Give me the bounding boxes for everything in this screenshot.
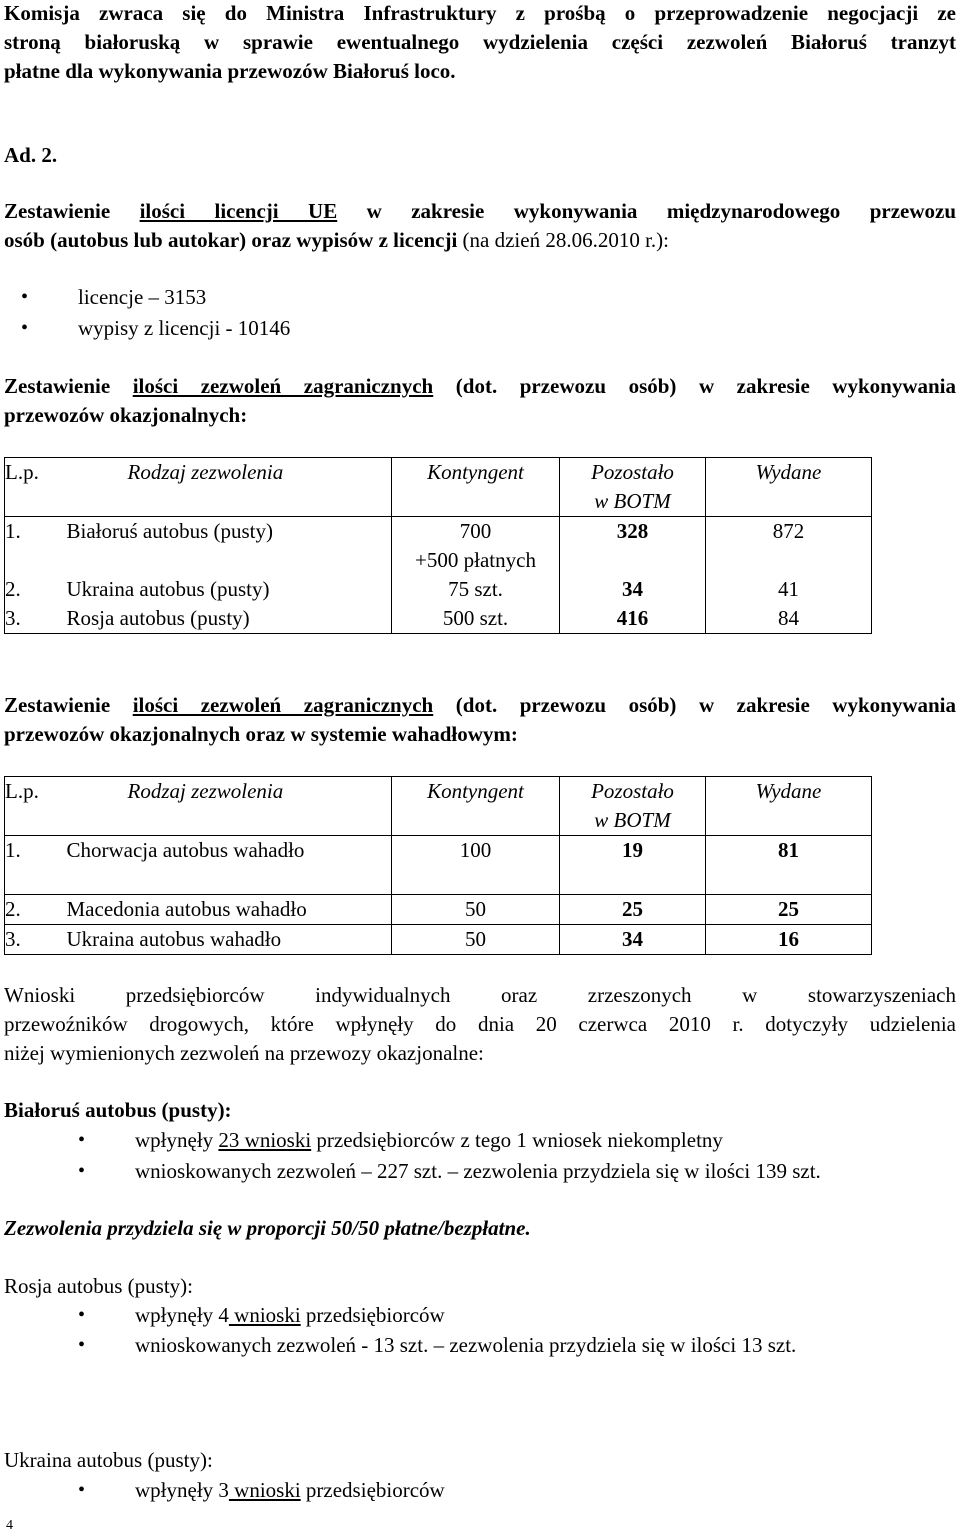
licencje-heading: Zestawienie ilości licencji UE w zakresie wykonywania międzynarodowego przewozu osób (autobus lub autokar) oraz wypisów z licencji (na dzień 28.06.2010 r.): [4, 199, 956, 252]
table-row: 3. Ukraina autobus wahadło 50 34 16 [5, 925, 872, 955]
table-row: 1. Białoruś autobus (pusty) 700 +500 płatnych 328 872 [5, 517, 872, 576]
wahadlo-heading: Zestawienie ilości zezwoleń zagranicznych (dot. przewozu osób) w zakresie wykonywania przewozów okazjonalnych oraz w systemie wahadłowym: [4, 693, 957, 746]
wahadlo-table [4, 776, 872, 955]
list-item: • wnioskowanych zezwoleń - 13 szt. – zezwolenia przydziela się w ilości 13 szt. [135, 1331, 796, 1360]
intro-line-2: stroną białoruską w sprawie ewentualnego wydzielenia części zezwoleń Białoruś tranzyt [4, 30, 956, 54]
list-item: • wpłynęły 4 wnioski przedsiębiorców [135, 1301, 445, 1330]
list-item: • licencje – 3153 [78, 283, 206, 312]
header-pozostalo: Pozostało w BOTM [560, 458, 706, 517]
list-item: • wpłynęły 23 wnioski przedsiębiorców z tego 1 wniosek niekompletny [135, 1126, 723, 1155]
section-heading-ad2: Ad. 2. [4, 143, 58, 167]
proporcja-note: Zezwolenia przydziela się w proporcji 50/50 płatne/bezpłatne. [4, 1216, 531, 1240]
zezwolenia-table [4, 457, 872, 634]
table-header-row [5, 458, 872, 517]
table-row: 2. Ukraina autobus (pusty) 75 szt. 34 41 [5, 575, 872, 604]
bialorus-heading: Białoruś autobus (pusty): [4, 1098, 232, 1122]
header-kontyngent: Kontyngent [392, 458, 560, 517]
page-number: 4 [6, 1518, 13, 1533]
zezwolenia-heading: Zestawienie ilości zezwoleń zagranicznych (dot. przewozu osób) w zakresie wykonywania przewozów okazjonalnych: [4, 374, 957, 427]
list-item: • wypisy z licencji - 10146 [78, 314, 290, 343]
intro-line-1: Komisja zwraca się do Ministra Infrastruktury z prośbą o przeprowadzenie negocjacji ze [4, 1, 956, 25]
licencje-link-text: ilości licencji UE [139, 199, 338, 223]
table-row: 1. Chorwacja autobus wahadło 100 19 81 [5, 836, 872, 895]
table-row: 2. Macedonia autobus wahadło 50 25 25 [5, 895, 872, 925]
intro-paragraph [4, 0, 956, 86]
ukraina-heading: Ukraina autobus (pusty): [4, 1448, 213, 1472]
list-item: • wpłynęły 3 wnioski przedsiębiorców [135, 1476, 445, 1505]
table-header-row: L.p. Rodzaj zezwolenia Kontyngent Pozostało w BOTM Wydane [5, 777, 872, 836]
intro-line-3: płatne dla wykonywania przewozów Białoruś loco. [4, 59, 456, 83]
table-row: 3. Rosja autobus (pusty) 500 szt. 416 84 [5, 604, 872, 634]
header-lp: L.p. [5, 458, 62, 517]
header-wydane: Wydane [706, 458, 872, 517]
list-item: • wnioskowanych zezwoleń – 227 szt. – zezwolenia przydziela się w ilości 139 szt. [135, 1157, 821, 1186]
header-rodzaj: Rodzaj zezwolenia [62, 458, 392, 517]
rosja-heading: Rosja autobus (pusty): [4, 1274, 193, 1298]
wnioski-paragraph: Wnioski przedsiębiorców indywidualnych oraz zrzeszonych w stowarzyszeniach przewoźników drogowych, które wpłynęły do dnia 20 czerwca 2010 r. dotyczyły udzielenia niżej wymienionych zezwoleń na przewozy okazjonalne: [4, 983, 956, 1065]
